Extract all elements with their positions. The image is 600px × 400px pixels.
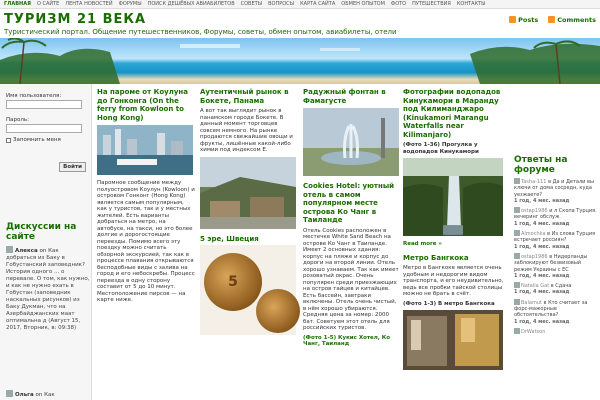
avatar xyxy=(514,207,520,213)
password-label: Пароль: xyxy=(6,117,29,123)
post-body: Паромное сообщение между полуостровом Коулун (Kowloon) и островом Гонконг (Hong Kong) является самым популярным, как у туристов, так и у местных жителей. Есть варианты добраться на метро, на автобусе, на такси, но это более долгие и дорогостоящие переезды. Помимо всего эту поездку можно считать обзорной экскурсией, так как в процессе плавания открываются бесподобные виды с залива на город и его небоскребы. Процесс переезда в одну сторону составит от 5 до 10 минут. Местоположение пирсов — на карте ниже. xyxy=(97,180,195,303)
nav-item-home[interactable]: ГЛАВНАЯ xyxy=(4,1,31,7)
nav-item-about[interactable]: О САЙТЕ xyxy=(36,1,60,7)
answer-time: 1 год, 4 мес. назад xyxy=(514,289,570,296)
answer-text[interactable]: в Из слова Турция встречает россиян? xyxy=(514,231,596,244)
post-title[interactable]: На пароме от Коулуна до Гонконга (On the ferry from Kowloon to Hong Kong) xyxy=(97,88,188,122)
waterfall-photo[interactable] xyxy=(403,158,503,236)
answer-user[interactable]: DrWatson xyxy=(521,328,546,335)
remember-me-checkbox[interactable] xyxy=(6,138,11,143)
forum-answer-item[interactable] xyxy=(514,253,600,279)
avatar xyxy=(514,299,520,305)
discussion-prefix: on xyxy=(39,248,47,254)
left-sidebar xyxy=(0,84,92,400)
answer-text[interactable]: и л Скопа Турция. вечеринг обслуж xyxy=(514,208,597,221)
post-waterfall xyxy=(403,88,509,372)
post-title[interactable]: Радужный фонтан в Фамагусте xyxy=(303,88,386,105)
avatar xyxy=(514,253,520,259)
answer-text[interactable]: в Кто считает за форс-мажорные обстоятельства? xyxy=(514,299,588,319)
post-title[interactable]: Аутентичный рынок в Бокете, Панама xyxy=(200,88,289,105)
post-title[interactable]: 5 эре, Швеция xyxy=(200,234,259,243)
post-market xyxy=(200,88,298,335)
forum-answer-item[interactable] xyxy=(514,299,600,325)
forum-answer-item[interactable] xyxy=(514,282,600,296)
discussion-item[interactable] xyxy=(6,390,90,399)
avatar xyxy=(514,178,520,184)
discussion-item[interactable] xyxy=(6,246,90,332)
fountain-photo[interactable] xyxy=(303,108,399,176)
answer-text[interactable]: в Сдача xyxy=(550,283,572,290)
nav-item-news[interactable]: ЛЕНТА НОВОСТЕЙ xyxy=(65,1,113,7)
forum-answers-sidebar xyxy=(514,155,600,335)
nav-item-forums[interactable]: ФОРУМЫ xyxy=(118,1,142,7)
remember-me-row xyxy=(6,137,86,143)
comments-feed-link[interactable] xyxy=(548,16,596,24)
login-form xyxy=(6,90,86,170)
nav-item-photo[interactable]: ФОТО xyxy=(390,1,407,7)
nav-item-contacts[interactable]: КОНТАКТЫ xyxy=(456,1,486,7)
answer-user[interactable]: Natalia Gat xyxy=(521,283,550,290)
post-ferry xyxy=(97,88,195,304)
site-tagline: Туристический портал. Общение путешественников, Форумы, советы, обмен опытом, авиабилеты, отели xyxy=(4,28,397,36)
nav-item-flights[interactable]: ПОИСК ДЕШЁВЫХ АВИАБИЛЕТОВ xyxy=(147,1,235,7)
discussion-text[interactable]: Как добраться из Баку в Гобустанский заповедник? История одного ... о перевале. О том, как нужно, и как не нужно ехать в Гобустан (заповедник наскальных рисунков) из Баку Дукман, что на Азербайджанских маат оптимальна д (Август 15, 2017, Вторник, в: 09:38) xyxy=(6,248,90,331)
discussion-user[interactable]: Алекса xyxy=(15,248,38,254)
username-input[interactable] xyxy=(6,100,82,109)
post-fountain xyxy=(303,88,401,348)
username-label: Имя пользователя: xyxy=(6,93,62,99)
swedish-coin-image xyxy=(256,289,300,333)
avatar xyxy=(6,246,13,253)
answer-user[interactable]: Tasha-111 xyxy=(521,179,547,185)
avatar xyxy=(514,282,520,288)
post-body: Метро в Бангкоке является очень удобным и недорогим видом транспорта, и его неудивительно, ведь все пробки тайской столицы можно не брать в счёт. xyxy=(403,265,504,297)
discussion-user[interactable]: Ольга xyxy=(15,392,34,398)
answer-user[interactable]: ostap1986 xyxy=(521,208,548,215)
site-logo[interactable]: ТУРИЗМ 21 ВЕКА xyxy=(4,12,147,27)
photo-caption: (Фото 1-3) В метро Бангкока xyxy=(403,300,495,307)
market-photo[interactable] xyxy=(200,157,296,229)
answer-time: 1 год, 4 мес. назад xyxy=(514,318,570,325)
discussion-text[interactable]: Как xyxy=(44,392,55,398)
nav-item-sitemap[interactable]: КАРТА САЙТА xyxy=(300,1,336,7)
forum-answer-item[interactable] xyxy=(514,328,600,335)
posts-feed-link[interactable] xyxy=(509,16,538,24)
password-input[interactable] xyxy=(6,124,82,133)
metro-photo[interactable] xyxy=(403,310,503,370)
rss-icon xyxy=(548,16,555,23)
nav-item-experience[interactable]: ОБМЕН ОПЫТОМ xyxy=(341,1,385,7)
forum-answer-item[interactable] xyxy=(514,207,600,227)
photo-caption: (Фото 1-5) Кукис Хотел, Ко Чанг, Таиланд xyxy=(303,334,391,347)
answer-text[interactable]: в Нидерланды заблокируют безвизовый режим Украины с ЕС xyxy=(514,253,588,273)
coin-photo[interactable] xyxy=(200,245,296,335)
top-navigation xyxy=(0,0,600,9)
post-title[interactable]: Фотографии водопадов Кинукамори в Маранду под Килиманджаро (Kinukamori Marangu Waterfalls near Kilimanjaro) xyxy=(403,88,501,139)
feed-links xyxy=(509,16,596,24)
comments-feed-label: Comments xyxy=(557,16,596,24)
answer-time: 1 год, 4 мес. назад xyxy=(514,197,570,204)
avatar xyxy=(514,230,520,236)
avatar xyxy=(6,390,13,397)
login-button[interactable]: Войти xyxy=(59,162,86,172)
answer-time: 1 год, 4 мес. назад xyxy=(514,220,570,227)
answer-user[interactable]: ostap1986 xyxy=(521,253,548,260)
answer-user[interactable]: Almochka xyxy=(521,231,546,238)
rss-icon xyxy=(509,16,516,23)
post-body: А вот так выглядит рынок в панамском городе Бокете. В данный момент торговцев совсем немного. На рынке продаются свежайшие овощи и фрукты, лишённые какой-либо химии под индексом Е. xyxy=(200,108,293,153)
ferry-photo[interactable] xyxy=(97,125,193,175)
nav-item-travel[interactable]: ПУТЕШЕСТВИЯ xyxy=(412,1,451,7)
remember-me-label: Запомнить меня xyxy=(13,137,61,143)
nav-item-tips[interactable]: СОВЕТЫ xyxy=(240,1,263,7)
discussions-title: Дискуссии на сайте xyxy=(6,222,77,242)
answer-user[interactable]: Balamut xyxy=(521,299,542,306)
forum-answer-item[interactable] xyxy=(514,178,600,204)
post-title[interactable]: Cookies Hotel: уютный отель в самом популярном месте острова Ко Чанг в Таиланде xyxy=(303,182,395,224)
post-body: Отель Cookies расположен в местечке White Sand Beach на острове Ко Чанг в Таиланде. Имеет 2 основных здания: корпус на пляже и корпус до дороги на второй линии. Отель хорошо узнаваем. Так как имеет розоватый окрас. Очень популярен среди приезжающих на остров тайцев и китайцев. Есть бассейн, завтраки включены. Отель очень чистый, в нём хорошо убираются. Средняя цена за номер: 2000 бат. Советуем этот отель для российских туристов. xyxy=(303,227,399,331)
photo-caption: (Фото 1-36) Прогулка у водопадов Кинукамори xyxy=(403,142,479,155)
swedish-coin-image xyxy=(204,253,262,311)
post-title[interactable]: Метро Бангкока xyxy=(403,253,469,262)
read-more-link[interactable]: Read more » xyxy=(403,241,442,247)
forum-answer-item[interactable] xyxy=(514,230,600,250)
discussion-prefix: on xyxy=(35,392,43,398)
header-banner xyxy=(0,38,600,84)
nav-item-questions[interactable]: ВОПРОСЫ xyxy=(268,1,295,7)
answer-time: 1 год, 4 мес. назад xyxy=(514,243,570,250)
coin-label: 5 xyxy=(228,274,238,290)
answer-text[interactable]: в Да и Детали вы ключи от дома сосредн, куда уезжаете? xyxy=(514,179,594,198)
forum-answers-title: Ответы на форуме xyxy=(514,155,568,175)
tropical-beach-banner-image xyxy=(0,38,600,84)
answer-time: 1 год, 4 мес. назад xyxy=(514,272,570,279)
avatar xyxy=(514,328,520,334)
posts-feed-label: Posts xyxy=(518,16,539,24)
